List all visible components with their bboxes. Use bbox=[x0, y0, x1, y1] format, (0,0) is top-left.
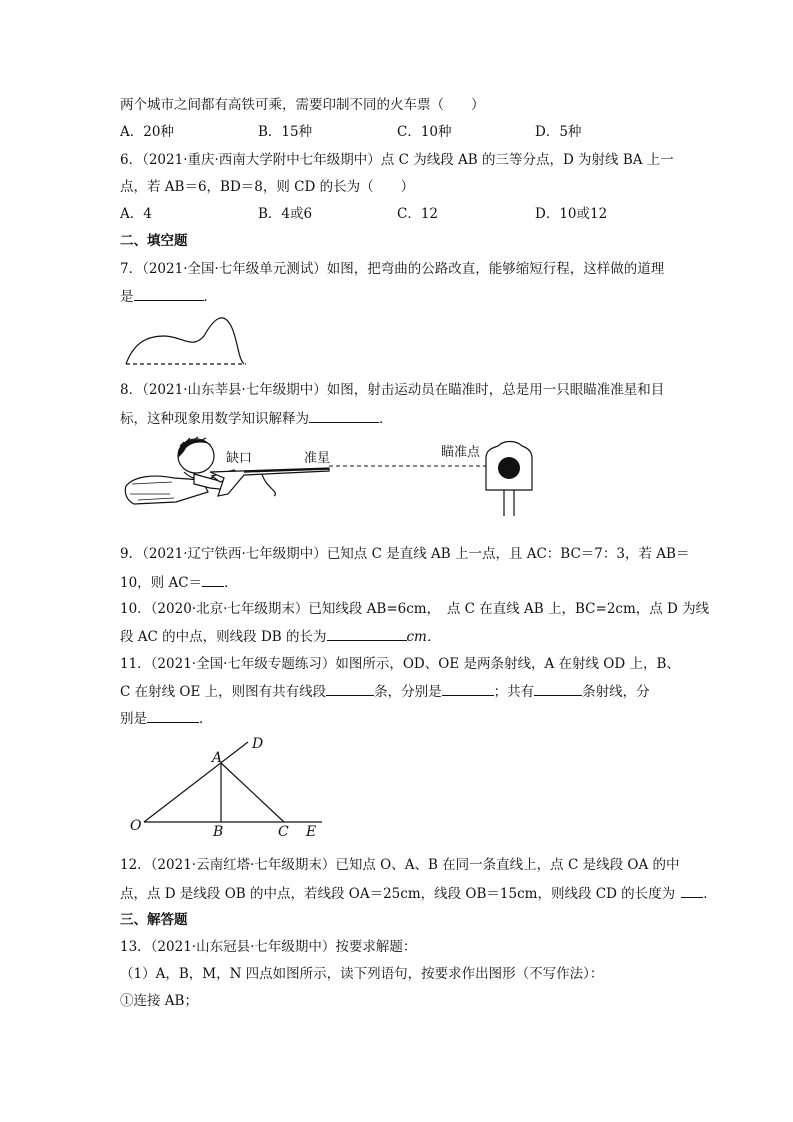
point-b-label: B bbox=[213, 824, 224, 840]
q5-option-d: D．5种 bbox=[535, 124, 582, 140]
rifle bbox=[210, 468, 329, 496]
label-notch: 缺口 bbox=[226, 451, 253, 466]
q11-line3 bbox=[120, 708, 213, 729]
q11-line2-c: ；共有 bbox=[493, 684, 535, 700]
q8-answer-blank[interactable] bbox=[309, 408, 379, 423]
q13-line2: （1）A，B，M，N 四点如图所示，读下列语句，按要求作出图形（不写作法）： bbox=[120, 966, 604, 982]
q6-option-d: D．10或12 bbox=[535, 206, 608, 222]
q5-option-b: B．15种 bbox=[258, 124, 313, 140]
q11-line2 bbox=[120, 681, 650, 702]
q6-line2: 点，若 AB＝6，BD＝8，则 CD 的长为（ ） bbox=[120, 179, 415, 195]
q11-segments-blank[interactable] bbox=[442, 681, 494, 696]
q11-rays-blank[interactable] bbox=[147, 708, 199, 723]
q11-line1: 11．（2021·全国·七年级专题练习）如图所示，OD、OE 是两条射线，A 在射线 OD 上，B、 bbox=[120, 656, 680, 672]
section-fill-in-title: 二、填空题 bbox=[120, 233, 188, 249]
point-a-label: A bbox=[212, 750, 223, 766]
q11-line3-post: ． bbox=[199, 711, 213, 727]
rays-figure bbox=[126, 732, 326, 842]
q12-line2-post: ． bbox=[703, 886, 717, 902]
q5-option-a: A．20种 bbox=[120, 124, 174, 140]
q8-line2 bbox=[120, 408, 393, 429]
q7-line2 bbox=[120, 286, 217, 307]
q6-option-b: B．4或6 bbox=[258, 206, 313, 222]
q5-option-c: C．10种 bbox=[397, 124, 452, 140]
target bbox=[486, 442, 532, 517]
q7-line2-post: ． bbox=[203, 289, 217, 305]
label-front-sight: 准星 bbox=[304, 451, 331, 466]
q10-line2 bbox=[120, 626, 440, 647]
q13-line1: 13．（2021·山东冠县·七年级期中）按要求解题： bbox=[120, 939, 417, 955]
q7-answer-blank[interactable] bbox=[134, 286, 204, 301]
q9-line2-pre: 10，则 AC＝ bbox=[120, 575, 203, 591]
q12-line1: 12．（2021·云南红塔·七年级期末）已知点 O、A、B 在同一条直线上，点 C 是线段 OA 的中 bbox=[120, 857, 680, 873]
curved-road bbox=[126, 318, 244, 364]
segment-ac bbox=[221, 763, 284, 822]
q6-option-c: C．12 bbox=[397, 206, 439, 222]
q11-line3-pre: 别是 bbox=[120, 711, 147, 727]
q8-line2-pre: 标，这种现象用数学知识解释为 bbox=[120, 411, 309, 427]
label-aim-point: 瞄准点 bbox=[441, 445, 481, 460]
q7-line1: 7．（2021·全国·七年级单元测试）如图，把弯曲的公路改直，能够缩短行程，这样做的道理 bbox=[120, 261, 665, 277]
q11-ray-count-blank[interactable] bbox=[534, 681, 582, 696]
q10-line1: 10．（2020·北京·七年级期末）已知线段 AB=6cm， 点 C 在直线 AB 上，BC=2cm，点 D 为线 bbox=[120, 601, 710, 617]
q10-line2-pre: 段 AC 的中点，则线段 DB 的长为 bbox=[120, 629, 327, 645]
q13-line3: ①连接 AB； bbox=[120, 993, 198, 1009]
point-d-label: D bbox=[252, 736, 264, 752]
q11-line2-d: 条射线，分 bbox=[582, 684, 650, 700]
q11-line2-a: C 在射线 OE 上，则图有共有线段 bbox=[120, 684, 327, 700]
section-solve-title: 三、解答题 bbox=[120, 912, 188, 928]
q5-text: 两个城市之间都有高铁可乘，需要印制不同的火车票（ ） bbox=[120, 97, 485, 113]
q10-answer-blank[interactable] bbox=[327, 626, 407, 641]
q12-answer-blank[interactable] bbox=[681, 883, 703, 898]
q9-line2-post: ． bbox=[224, 575, 238, 591]
q9-answer-blank[interactable] bbox=[202, 572, 224, 587]
q11-segment-count-blank[interactable] bbox=[326, 681, 374, 696]
road-figure bbox=[120, 312, 250, 372]
q9-line1: 9．（2021·辽宁铁西·七年级期中）已知点 C 是直线 AB 上一点，且 AC：BC＝7：3，若 AB＝ bbox=[120, 546, 690, 562]
q11-line2-b: 条，分别是 bbox=[374, 684, 442, 700]
point-e-label: E bbox=[306, 824, 317, 840]
q7-line2-pre: 是 bbox=[120, 289, 134, 305]
q12-line2 bbox=[120, 883, 717, 904]
point-o-label: O bbox=[130, 818, 142, 834]
q8-line2-post: ． bbox=[379, 411, 393, 427]
q6-option-a: A．4 bbox=[120, 206, 152, 222]
ray-od bbox=[144, 742, 248, 822]
q8-line1: 8．（2021·山东莘县·七年级期中）如图，射击运动员在瞄准时，总是用一只眼瞄准准星和目 bbox=[120, 382, 665, 398]
q6-line1: 6．（2021·重庆·西南大学附中七年级期中）点 C 为线段 AB 的三等分点，D 为射线 BA 上一 bbox=[120, 152, 674, 168]
q10-line2-post: cm． bbox=[406, 629, 441, 645]
q12-line2-pre: 点，点 D 是线段 OB 的中点，若线段 OA＝25cm，线段 OB＝15cm，则线段 CD 的长度为 bbox=[120, 886, 676, 902]
point-c-label: C bbox=[278, 824, 289, 840]
q9-line2 bbox=[120, 572, 238, 593]
shooter-figure bbox=[124, 436, 534, 518]
